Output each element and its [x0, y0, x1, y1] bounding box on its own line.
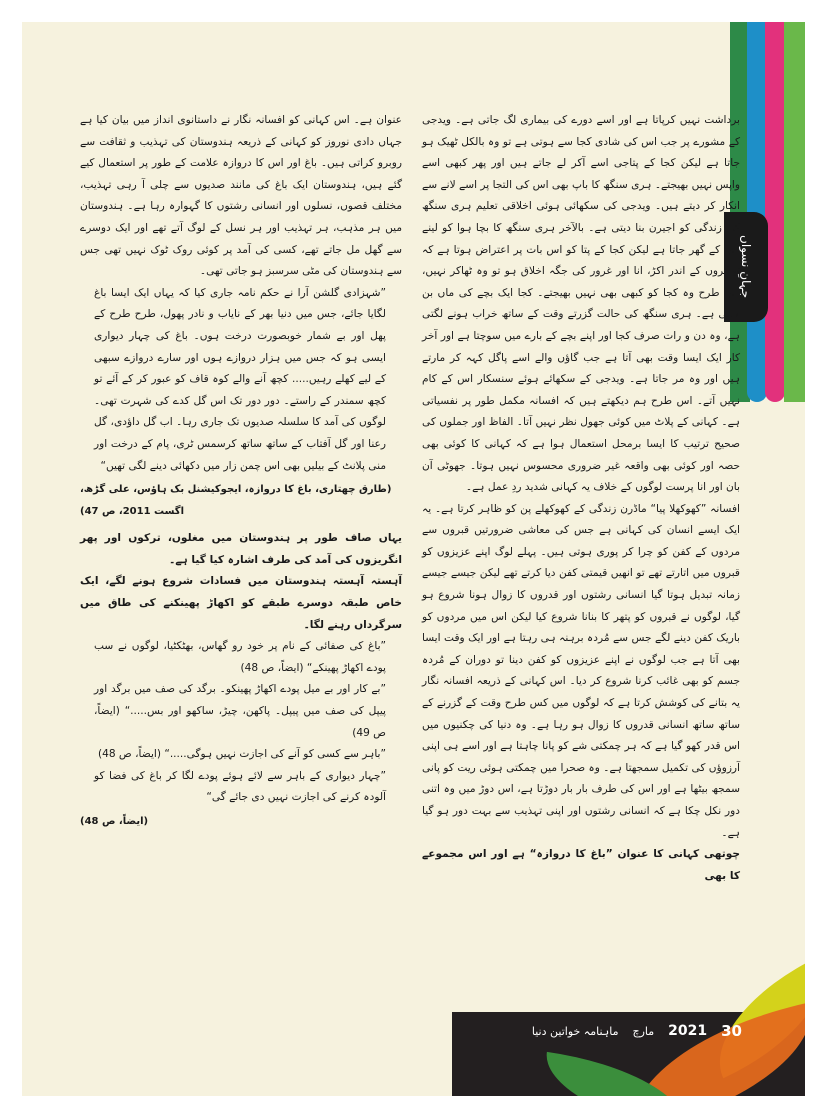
block-quote: ”باہر سے کسی کو آنے کی اجازت نہیں ہوگی.....“ (ایضاً، ص 48) — [97, 748, 386, 761]
paragraph: عنوان ہے۔ اس کہانی کو افسانہ نگار نے داستانوی انداز میں بیان کیا ہے جہاں دادی نوروز کو کہانی کے ذریعہ ہندوستان کی تہذیب و ثقافت سے روبرو کراتی ہیں۔ باغ اور اس کا دروازہ علامت کے طور پر استعمال کیے گئے ہیں، ہندوستان ایک باغ کی مانند صدیوں سے چلی آ رہی تہذیب، مختلف قصوں، نسلوں اور انسانی رشتوں کا گہوارہ رہا ہے۔ ہندوستان میں ہر مذہب، ہر تہذیب اور ہر نسل کے لوگ آتے تھے اور ایک دوسرے سے گھل مل جاتے تھے، کسی کی آمد پر کوئی روک ٹوک نہیں تھی جس سے ہندوستان کی مٹی سرسبز ہو جاتی تھی۔ — [80, 114, 402, 278]
block-quote: ”چہار دیواری کے باہر سے لائے ہوئے پودے لگا کر باغ کی فضا کو آلودہ کرنے کی اجازت نہیں دی جائے گی“ — [94, 769, 386, 804]
paragraph: چوتھی کہانی کا عنوان ”باغ کا دروازہ“ ہے اور اس مجموعے کا بھی — [422, 848, 740, 882]
stripe-pink — [765, 22, 785, 402]
paragraph: برداشت نہیں کرپاتا ہے اور اسے دورے کی بیماری لگ جاتی ہے۔ ویدجی کے مشورے پر جب اس کی شادی کجا سے ہوتی ہے تو وہ بالکل ٹھیک ہو جاتا ہے لیکن کجا کے پتاجی اسے آکر لے جاتے ہیں اور پھر کبھی اسے واپس نہیں بھیجتے۔ ہری سنگھ کا باپ بھی اس کی التجا پر اسے لانے سے انکار کر دیتے ہیں۔ ویدجی کی سکھائی ہوئی اخلاقی تعلیم ہری سنگھ کی زندگی کو اجیرن بنا دیتی ہے۔ بالآخر ہری سنگھ کا بچا ہوا کو لینے اس کے گھر جاتا ہے لیکن کجا کے پتا کو اس بات پر اعتراض ہوتا ہے کہ ٹھاکروں کے اندر اکڑ، انا اور غرور کی جگہ اخلاق ہو تو وہ ٹھاکر نہیں، اس طرح وہ کجا کو کبھی بھی نہیں بھیجتے۔ کجا ایک بچے کی ماں بن جاتی ہے۔ ہری سنگھ کی حالت گزرتے وقت کے ساتھ خراب ہونے لگتی ہے، وہ دن و رات صرف کجا اور اپنے بچے کے بارے میں سوچتا ہے اور آخر کار ایک ایسا وقت بھی آتا ہے جب گاؤں والے اسے پاگل کہہ کر مارتے ہیں اور وہ مر جاتا ہے۔ ویدجی کے سکھائے ہوئے سنسکار اس کے کام نہیں آتے۔ اس طرح ہم دیکھتے ہیں کہ افسانہ مکمل طور پر نفسیاتی ہے۔ کہانی کے پلاٹ میں کوئی جھول نظر نہیں آتا۔ الفاظ اور جملوں کی صحیح ترتیب کا ایسا برمحل استعمال ہوا ہے کہ کہانی کا کوئی بھی حصہ اور کوئی بھی واقعہ غیر ضروری محسوس نہیں ہوتا۔ جھوٹی آن بان اور انا پرست لوگوں کے خلاف یہ کہانی شدید ردِ عمل ہے۔ — [422, 114, 740, 494]
block-quote: ”باغ کی صفائی کے نام پر خود رو گھاس، بھٹکٹیا، لوگوں نے سب پودے اکھاڑ پھینکے“ (ایضاً، ص 48) — [94, 640, 386, 674]
paragraph: افسانہ ”کھوکھلا پیا“ ماڈرن زندگی کے کھوکھلے پن کو ظاہر کرتا ہے۔ یہ ایک ایسے انسان کی کہانی ہے جس کی معاشی ضرورتیں قبروں سے مردوں کے کفن کو چرا کر پوری ہوتی ہیں۔ پہلے لوگ اپنے عزیزوں کو قبروں میں اتارتے تھے تو انھیں قیمتی کفن دیا کرتے تھے لیکن جیسے جیسے زمانہ تبدیل ہوتا گیا انسانی رشتوں اور قدروں کا زوال ہونا شروع ہو گیا، لوگوں نے قبروں کو پتھر کا بنانا شروع کیا لیکن اس میں مردوں کو باریک کفن دینے لگے جس سے مُردہ برہنہ ہی رہتا ہے اور ایک وقت ایسا بھی آتا ہے جب لوگوں نے اپنے عزیزوں کو کفن دینا تو دوران کے مُردہ جسم کو بھی غائب کرنا شروع کر دیا۔ اس کہانی کے ذریعہ افسانہ نگار یہ بتانے کی کوشش کرتا ہے کہ لوگوں میں کس طرح وقت کے گزرنے کے ساتھ ساتھ انسانی قدروں کا زوال ہو رہا ہے۔ وہ دنیا کی چکنیوں میں اس قدر کھو گیا ہے کہ ہر چمکتی شے کو پانا چاہتا ہے اور اسے ہی اپنی آرزوؤں کی تکمیل سمجھتا ہے۔ وہ صحرا میں چمکتی ہوئی ریت کو پانی سمجھ بیٹھا ہے اور اس کی طرف بار بار دوڑتا ہے، اس دوڑ میں وہ اتنی دور نکل چکا ہے کہ انسانی رشتوں اور اپنی تہذیب سے بہت دور ہو گیا ہے۔ — [422, 502, 740, 839]
stripe-lightgreen — [784, 22, 805, 402]
citation: (طارق چھتاری، باغ کا دروازہ، ایجوکیشنل بک ہاؤس، علی گڑھ، اگست 2011، ص 47) — [80, 484, 392, 517]
magazine-page — [22, 22, 805, 1096]
section-title: جہانِ نسواں — [739, 235, 753, 299]
page-number: 30 — [721, 1022, 742, 1040]
issue-year: 2021 — [668, 1023, 708, 1039]
paragraph: یہاں صاف طور پر ہندوستان میں مغلوں، ترکوں اور پھر انگریزوں کی آمد کی طرف اشارہ کیا گیا ہے۔ — [80, 532, 402, 566]
citation: (ایضاً، ص 48) — [80, 816, 149, 827]
block-quote: ”بے کار اور بے میل پودے اکھاڑ پھینکو۔ برگد کی صف میں برگد اور پیپل کی صف میں پیپل۔ پاکھن، چیڑ، ساکھو اور بس.....“ (ایضاً، ص 49) — [94, 683, 386, 739]
right-column — [422, 110, 740, 887]
issue-month: مارچ — [632, 1024, 655, 1038]
magazine-name: ماہنامہ خواتین دنیا — [531, 1024, 619, 1038]
left-column — [80, 110, 402, 839]
footer — [462, 1018, 742, 1044]
paragraph: آہستہ آہستہ ہندوستان میں فسادات شروع ہونے لگے، ایک خاص طبقہ دوسرے طبقے کو اکھاڑ پھینکنے کی طاق میں سرگرداں رہنے لگا۔ — [80, 575, 402, 631]
block-quote: ”شہزادی گلشن آرا نے حکم نامہ جاری کیا کہ یہاں ایک ایسا باغ لگایا جائے، جس میں دنیا بھر کے نایاب و نادر پھول، طرح طرح کے پھل اور بے شمار خوبصورت درخت ہوں۔ باغ کی چہار دیواری ایسی ہو کہ جس میں ہزار دروازے ہوں اور سارے دروازے سبھی کے لیے کھلے رہیں..... کچھ آنے والے کوہ قاف کو عبور کر کے آئے تو کچھ سمندر کے راستے۔ دور دور تک اس گل کدے کی شہرت تھی۔ لوگوں کی آمد کا سلسلہ صدیوں تک جاری رہا۔ اب گل داؤدی، گل رعنا اور گل آفتاب کے ساتھ ساتھ کرسمس ٹری، پام کے درخت اور منی پلانٹ کے بیلیں بھی اس چمن زار میں دکھائی دینے لگی تھیں“ — [94, 286, 386, 472]
